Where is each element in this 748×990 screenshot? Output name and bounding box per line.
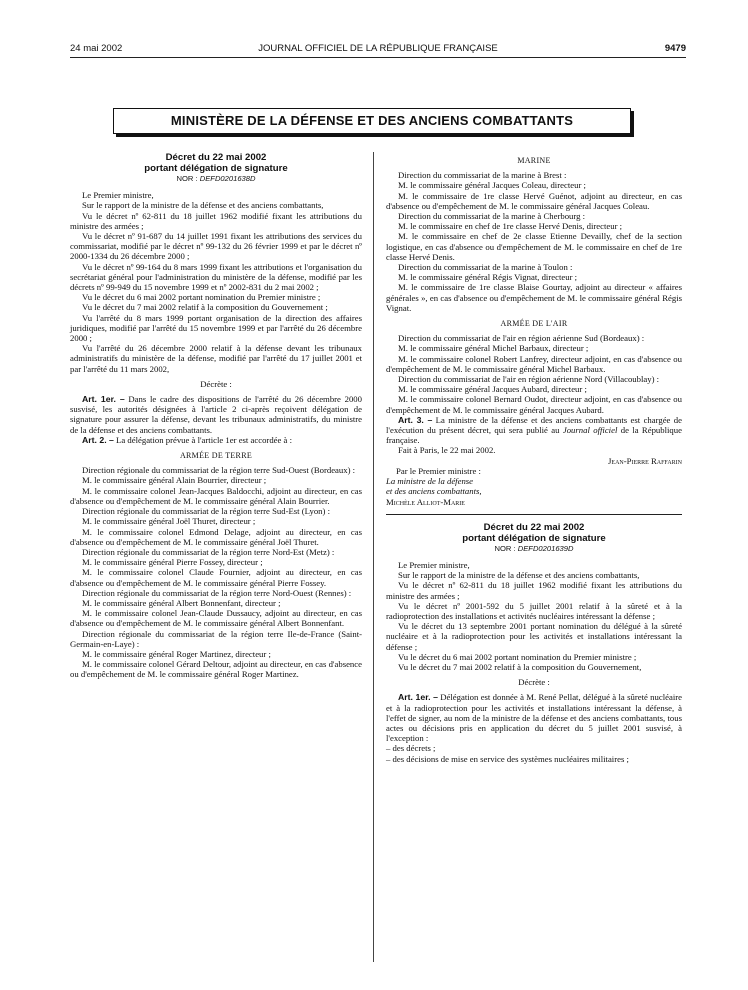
air-line: Direction du commissariat de l'air en région aérienne Nord (Villacoublay) : xyxy=(398,374,660,385)
decree1-para: Vu le décret du 6 mai 2002 portant nomination du Premier ministre ; xyxy=(82,292,321,303)
decree2-para: Le Premier ministre, xyxy=(398,559,470,570)
column-separator xyxy=(373,152,374,962)
decree2-para: Vu le décret nº 62-811 du 18 juillet 1962 modifié fixant les attributions du ministre des armées ; xyxy=(386,580,682,601)
decree1-article-2 xyxy=(70,435,362,445)
terre-line: M. le commissaire colonel Edmond Delage, adjoint au directeur, en cas d'absence ou d'empêchement de M. le commissaire général Joël Thuret. xyxy=(70,526,362,547)
decree2-para: Vu le décret nº 2001-592 du 5 juillet 2001 relatif à la sûreté et à la radioprotection des installations et activités nucléaires intéressant la défense ; xyxy=(386,600,682,621)
decree2-article-1 xyxy=(386,692,682,743)
decree2-title-line2: portant délégation de signature xyxy=(462,532,606,544)
marine-line: M. le commissaire de 1re classe Blaise Gourtay, adjoint au directeur « affaires générales », en cas d'absence ou d'empêchement de M. le commissaire général Régis Vignat. xyxy=(386,282,682,313)
decree2-nor xyxy=(386,544,682,554)
terre-line: Direction régionale du commissariat de la région terre Nord-Ouest (Rennes) : xyxy=(82,587,352,598)
decree1-art3-text-b: de la République française. xyxy=(386,425,682,446)
air-line: M. le commissaire colonel Robert Lanfrey, directeur adjoint, en cas d'absence ou d'empêchement de M. le commissaire général Michel Barbaux. xyxy=(386,353,682,374)
decree1-nor-code: DEFD0201638D xyxy=(199,174,256,183)
marine-line: Direction du commissariat de la marine à Brest : xyxy=(398,170,567,181)
marine-line: M. le commissaire général Jacques Coleau, directeur ; xyxy=(398,180,586,191)
header-date: 24 mai 2002 xyxy=(70,43,123,54)
decree1-art3-journal: Journal officiel xyxy=(562,425,618,436)
decree1-para: Vu l'arrêté du 26 décembre 2000 relatif à la défense devant les tribunaux administratifs du ministère de la défense, modifié par l'arrêté du 17 juillet 2001 et par l'arrêté du 11 mars 2002, xyxy=(70,343,362,374)
decree1-para: Vu le décret nº 62-811 du 18 juillet 1962 modifié fixant les attributions du ministre des armées ; xyxy=(70,210,362,231)
terre-line: Direction régionale du commissariat de la région terre Sud-Est (Lyon) : xyxy=(82,506,331,517)
decree1-title-line2: portant délégation de signature xyxy=(144,163,288,174)
decree1-fait: Fait à Paris, le 22 mai 2002. xyxy=(398,445,496,456)
decree1-minister-name: Michèle Alliot-Marie xyxy=(386,496,465,507)
marine-line: Direction du commissariat de la marine à Toulon : xyxy=(398,262,573,273)
decree1-minister-title-2: et des anciens combattants, xyxy=(386,486,482,497)
decree1-nor-label: NOR : xyxy=(176,174,200,183)
decree1-art2-label: Art. 2. – xyxy=(82,434,114,445)
decree1-minister-title-1: La ministre de la défense xyxy=(386,476,474,487)
decree1-art1-text: Dans le cadre des dispositions de l'arrêté du 26 décembre 2000 susvisé, les autorités désignées à l'article 2 ci-après reçoivent délégation de signature pour assurer la défense, devant les tribunaux administratifs, du ministre de la défense et des anciens combattants. xyxy=(70,394,362,435)
right-column xyxy=(386,152,682,764)
marine-line: M. le commissaire en chef de 2e classe Etienne Devailly, chef de la section logistique, en cas d'absence ou d'empêchement de M. le commissaire en chef de 1re classe Hervé Denis. xyxy=(386,231,682,262)
terre-line: M. le commissaire général Alain Bourrier, directeur ; xyxy=(82,475,267,486)
decree1-article-1 xyxy=(70,394,362,435)
terre-line: Direction régionale du commissariat de la région terre Ile-de-France (Saint-Germain-en-Laye) : xyxy=(70,628,362,649)
decree-separator-rule xyxy=(386,514,682,515)
terre-line: M. le commissaire colonel Claude Fournier, adjoint au directeur, en cas d'absence ou d'empêchement de M. le commissaire général Pierre Fossey. xyxy=(70,567,362,588)
air-line: M. le commissaire général Michel Barbaux, directeur ; xyxy=(398,343,589,354)
terre-line: M. le commissaire colonel Jean-Jacques Baldocchi, adjoint au directeur, en cas d'absence ou d'empêchement de M. le commissaire général Alain Bourrier. xyxy=(70,485,362,506)
decree2-title-line1: Décret du 22 mai 2002 xyxy=(483,521,585,533)
terre-line: M. le commissaire général Joël Thuret, directeur ; xyxy=(82,516,256,527)
decree2-para: Sur le rapport de la ministre de la défense et des anciens combattants, xyxy=(398,570,640,581)
left-column xyxy=(70,152,362,680)
decree1-nor xyxy=(70,174,362,184)
marine-line: M. le commissaire général Régis Vignat, directeur ; xyxy=(398,272,578,283)
decree1-para: Sur le rapport de la ministre de la défense et des anciens combattants, xyxy=(82,200,324,211)
decree2-para: Vu le décret du 6 mai 2002 portant nomination du Premier ministre ; xyxy=(398,651,637,662)
terre-line: M. le commissaire colonel Jean-Claude Dussaucy, adjoint au directeur, en cas d'absence ou d'empêchement de M. le commissaire général Albert Bonnenfant. xyxy=(70,608,362,629)
terre-line: Direction régionale du commissariat de la région terre Sud-Ouest (Bordeaux) : xyxy=(82,465,356,476)
decree1-art3-text-a: La ministre de la défense et des anciens combattants est chargée de l'exécution du présent décret, qui sera publié au xyxy=(386,414,682,436)
decree2-exception-item: – des décrets ; xyxy=(386,743,436,754)
decree2-exception-item: – des décisions de mise en service des systèmes nucléaires militaires ; xyxy=(386,753,629,764)
decree1-par-premier-ministre: Par le Premier ministre : xyxy=(396,465,481,476)
decree1-para: Vu le décret nº 91-687 du 14 juillet 1991 fixant les attributions des services du commissariat, modifié par le décret nº 99-132 du 26 février 1999 et par le décret nº 2000-1334 du 26 décembre 2000 ; xyxy=(70,231,362,262)
decree1-para: Vu le décret nº 99-164 du 8 mars 1999 fixant les attributions et l'organisation du secrétariat général pour l'administration du ministère de la défense, modifié par les décrets nº 99-949 du 15 novembre 1999 et nº 2002-831 du 2 mai 2002 ; xyxy=(70,261,362,293)
section-marine: MARINE xyxy=(517,156,551,165)
decree1-decrete: Décrète : xyxy=(200,378,232,389)
decree1-para: Le Premier ministre, xyxy=(82,190,154,201)
decree1-para: Vu l'arrêté du 8 mars 1999 portant organisation de la direction des affaires juridiques, modifié par l'arrêté du 15 novembre 1999 et par l'arrêté du 26 décembre 2000 ; xyxy=(70,312,362,344)
decree2-art1-text: Délégation est donnée à M. René Pellat, délégué à la sûreté nucléaire et à la radioprotection pour les activités et installations intéressant la défense, à l'effet de signer, au nom de la ministre de la défense et des anciens combattants, tous actes ou décisions pris en application du décret du 5 juillet 2001 susvisé, à l'exception : xyxy=(386,692,682,744)
air-line: M. le commissaire général Jacques Aubard, directeur ; xyxy=(398,384,587,395)
marine-line: M. le commissaire de 1re classe Hervé Guénot, adjoint au directeur, en cas d'absence ou d'empêchement de M. le commissaire général Jacques Coleau. xyxy=(386,190,682,211)
terre-line: M. le commissaire colonel Gérard Deltour, adjoint au directeur, en cas d'absence ou d'empêchement de M. le commissaire général Roger Martinez. xyxy=(70,659,362,680)
terre-line: M. le commissaire général Pierre Fossey, directeur ; xyxy=(82,557,263,568)
decree2-decrete: Décrète : xyxy=(518,677,550,688)
decree1-art2-text: La délégation prévue à l'article 1er est accordée à : xyxy=(113,434,292,445)
decree2-art1-label: Art. 1er. – xyxy=(398,692,438,703)
terre-line: M. le commissaire général Roger Martinez, directeur ; xyxy=(82,648,271,659)
decree1-para: Vu le décret du 7 mai 2002 relatif à la composition du Gouvernement ; xyxy=(82,302,328,313)
decree2-para: Vu le décret du 7 mai 2002 relatif à la composition du Gouvernement, xyxy=(398,661,642,672)
header-rule xyxy=(70,57,686,58)
header-journal-title: JOURNAL OFFICIEL DE LA RÉPUBLIQUE FRANÇAISE xyxy=(258,43,498,54)
decree1-article-3 xyxy=(386,415,682,446)
header-page-number: 9479 xyxy=(664,43,686,54)
marine-line: M. le commissaire en chef de 1re classe Hervé Denis, directeur ; xyxy=(398,221,623,232)
section-armee-de-l-air: ARMÉE DE L'AIR xyxy=(500,319,568,329)
decree2-nor-label: NOR : xyxy=(494,543,518,553)
air-line: Direction du commissariat de l'air en région aérienne Sud (Bordeaux) : xyxy=(398,333,645,344)
marine-line: Direction du commissariat de la marine à Cherbourg : xyxy=(398,211,586,222)
terre-line: M. le commissaire général Albert Bonnenfant, directeur ; xyxy=(82,597,281,608)
terre-line: Direction régionale du commissariat de la région terre Nord-Est (Metz) : xyxy=(82,546,335,557)
air-line: M. le commissaire colonel Bernard Oudot, directeur adjoint, en cas d'absence ou d'empêchement de M. le commissaire général Jacques Aubard. xyxy=(386,394,682,415)
section-armee-de-terre: ARMÉE DE TERRE xyxy=(179,451,253,461)
decree2-nor-code: DEFD0201639D xyxy=(517,543,574,553)
decree1-art3-label: Art. 3. – xyxy=(398,414,433,425)
decree1-signer: Jean-Pierre Raffarin xyxy=(608,455,682,466)
decree1-art1-label: Art. 1er. – xyxy=(82,394,125,405)
decree1-title-line1: Décret du 22 mai 2002 xyxy=(165,152,267,163)
decree2-para: Vu le décret du 13 septembre 2001 portant nomination du délégué à la sûreté nucléaire et à la radioprotection pour les activités et installations intéressant la défense ; xyxy=(386,621,682,652)
ministry-banner: MINISTÈRE DE LA DÉFENSE ET DES ANCIENS COMBATTANTS xyxy=(113,108,631,134)
